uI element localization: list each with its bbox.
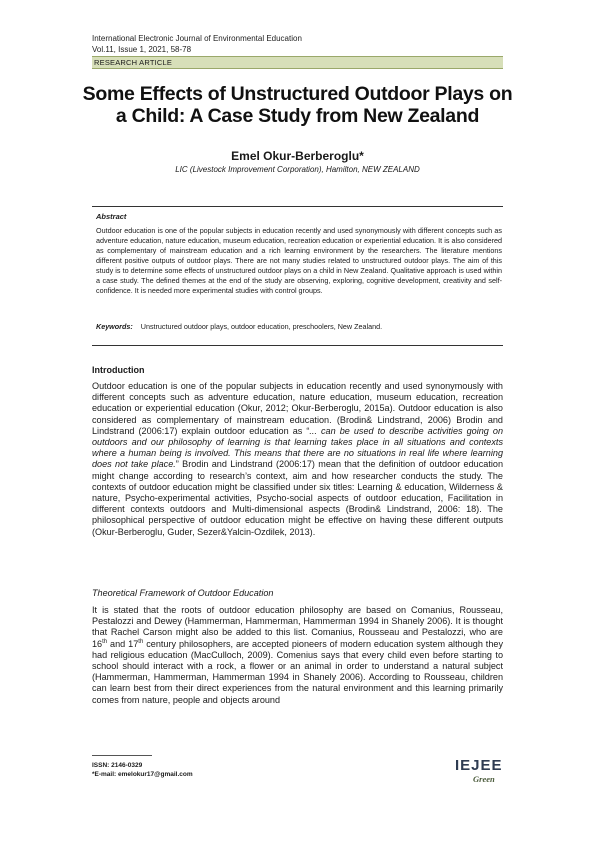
journal-header bbox=[92, 33, 302, 55]
author-name: Emel Okur-Berberoglu* bbox=[231, 149, 364, 163]
theory-text-part2: and 17 bbox=[107, 638, 139, 649]
theory-text-part1: It is stated that the roots of outdoor education philosophy are based on Comanius, Rousseau, Pestalozzi and Dewey (Hammerman, Hammerman, Hammerman 1994 in Shanely 2006). It is thought that Rachel Carson might also be added to this list. Comanius, Rousseau and Pestalozzi, who are 16 bbox=[92, 605, 503, 649]
volume-info: Vol.11, Issue 1, 2021, 58-78 bbox=[92, 45, 192, 54]
journal-name: International Electronic Journal of Environmental Education bbox=[92, 34, 302, 43]
abstract-text: Outdoor education is one of the popular subjects in education recently and used synonymously with different concepts such as adventure education, nature education, museum education, recreation education or experiential education. It is also considered as complementary of mainstream education and a rich learning environment by the researchers. The literature mentions different positive outputs of outdoor plays. There are not many studies related to unstructured outdoor plays. The aim of this study is to determine some effects of unstructured outdoor plays on a child in New Zealand. Qualitative approach is used within a case study. The defined themes at the end of the study are observing, exploring, cognitive development, creativity and self-confidence. It is needed more experimental studies with control groups. bbox=[96, 226, 502, 295]
intro-text-part2: ” Brodin and Lindstrand (2006:17) mean that the definition of outdoor education might change according to research’s context, aim and how researcher conducts the study. The contexts of outdoor education might be classified under six titles: Learning & education, Wilderness & nature, Psycho-experimental activities, Psycho-social aspects of outdoor education, Facilitation in different contexts outdoors and Multi-dimensional aspects (Brodin& Lindstrand, 2006: 18). The philosophical perspective of outdoor education might be effective on having these different outputs (Okur-Berberoglu, Guder, Sezer&Yalcin-Ozdilek, 2013). bbox=[92, 459, 503, 537]
paper-title bbox=[70, 83, 525, 127]
author-affiliation: LIC (Livestock Improvement Corporation), Hamilton, NEW ZEALAND bbox=[175, 165, 420, 174]
footnote bbox=[92, 761, 193, 779]
intro-text-part1: Outdoor education is one of the popular subjects in education recently and used synonymously with different concepts such as adventure education, nature education, museum education, recreation education or experiential education (Okur, 2012; Okur-Berberoglu, 2015a). Outdoor education is also considered as complementary of mainstream education. (Brodin& Lindstrand, 2006) Brodin and Lindstrand (2006:17) explain outdoor education as “ bbox=[92, 381, 503, 436]
theoretical-paragraph bbox=[92, 605, 503, 706]
author-email: *E-mail: emelokur17@gmail.com bbox=[92, 771, 193, 778]
abstract-bottom-rule bbox=[92, 345, 503, 346]
abstract-heading: Abstract bbox=[96, 212, 127, 221]
intro-quote: ... can be used to describe activities going on outdoors and our philosophy of learning is that learning takes place in all situations and contexts where a human being is involved. This means that there are no situations in real life where learning does not take place. bbox=[92, 425, 503, 470]
logo-word: IEJEE bbox=[455, 757, 503, 774]
title-line-1: Some Effects of Unstructured Outdoor Plays on bbox=[82, 83, 513, 105]
theory-text-part3: century philosophers, are accepted pioneers of modern education system although they had religious education (MacCulloch, 2009). Comenius says that every child even before starting to school should interact with a rock, a flower or an animal in order to understand a natural subject (Hammerman, Hammerman, Hammerman 1994 in Shanely 2006). According to Rousseau, children can learn best from their direct experiences from the natural environment and this learning primarily comes from nature, people and objects around bbox=[92, 638, 503, 705]
issn: ISSN: 2146-0329 bbox=[92, 762, 143, 769]
keywords-text: Unstructured outdoor plays, outdoor education, preschoolers, New Zealand. bbox=[140, 322, 383, 331]
keywords-label: Keywords: bbox=[96, 322, 133, 331]
superscript-th-1: th bbox=[102, 638, 108, 645]
article-type-label: RESEARCH ARTICLE bbox=[94, 58, 173, 67]
abstract-top-rule bbox=[92, 206, 503, 207]
keywords-line bbox=[96, 322, 502, 332]
introduction-paragraph bbox=[92, 381, 503, 538]
theoretical-framework-heading: Theoretical Framework of Outdoor Education bbox=[92, 588, 274, 598]
iejee-green-logo bbox=[455, 757, 505, 791]
logo-subtitle: Green bbox=[473, 774, 495, 784]
superscript-th-2: th bbox=[138, 638, 144, 645]
introduction-heading: Introduction bbox=[92, 365, 145, 375]
article-type-bar bbox=[92, 56, 503, 69]
footnote-rule bbox=[92, 755, 152, 756]
title-line-2: a Child: A Case Study from New Zealand bbox=[115, 105, 480, 127]
